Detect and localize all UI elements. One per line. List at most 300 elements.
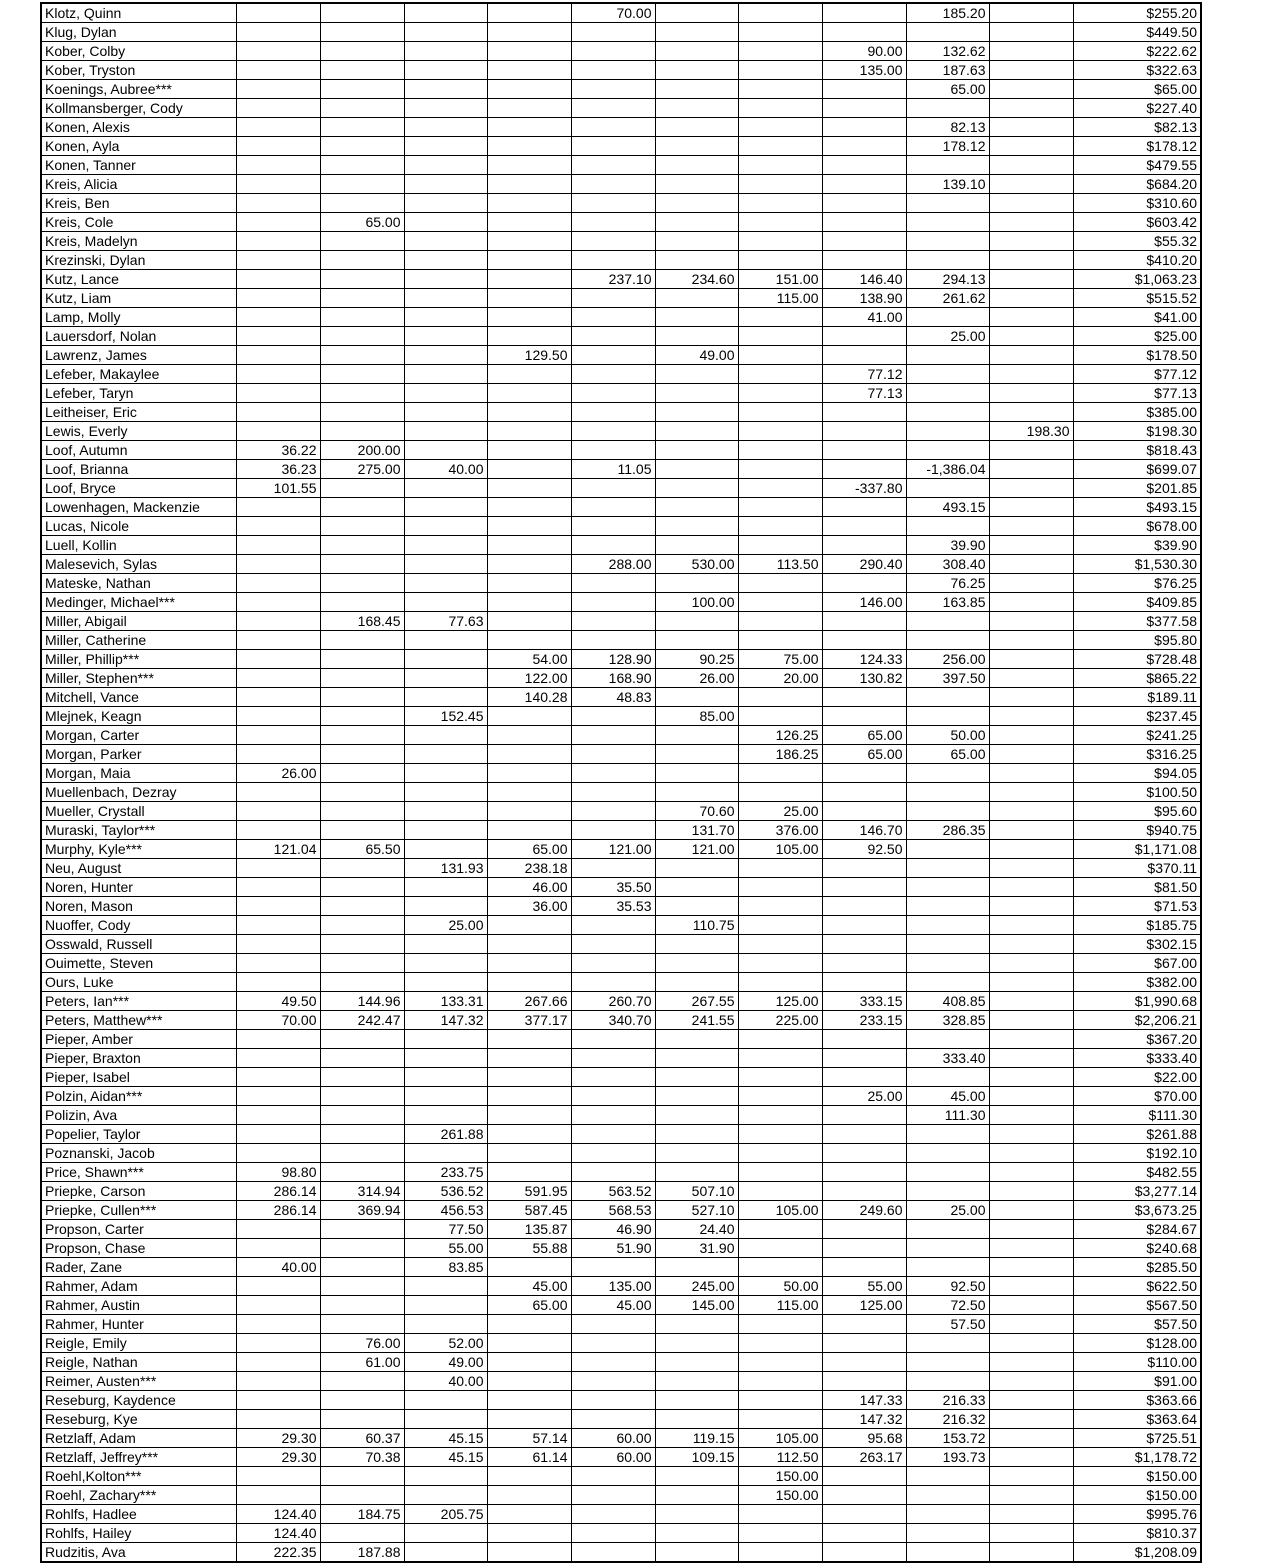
amount-cell — [989, 840, 1073, 859]
amount-cell — [236, 1144, 320, 1163]
amount-cell — [738, 308, 822, 327]
table-row — [41, 175, 1201, 194]
amount-cell — [655, 1049, 738, 1068]
amount-cell — [906, 346, 989, 365]
amount-cell: 50.00 — [906, 726, 989, 745]
amount-cell — [404, 1277, 487, 1296]
amount-cell — [320, 1524, 404, 1543]
amount-cell — [320, 916, 404, 935]
amount-cell: 144.96 — [320, 992, 404, 1011]
amount-cell — [906, 99, 989, 118]
amount-cell: 530.00 — [655, 555, 738, 574]
amount-cell: 256.00 — [906, 650, 989, 669]
amount-cell: 245.00 — [655, 1277, 738, 1296]
total-cell: $41.00 — [1073, 308, 1201, 327]
table-row — [41, 555, 1201, 574]
table-row — [41, 251, 1201, 270]
amount-cell — [404, 973, 487, 992]
amount-cell — [571, 574, 655, 593]
amount-cell — [571, 802, 655, 821]
amount-cell — [236, 213, 320, 232]
amount-cell: 29.30 — [236, 1429, 320, 1448]
table-row — [41, 460, 1201, 479]
amount-cell — [989, 935, 1073, 954]
amount-cell — [738, 783, 822, 802]
amount-cell — [822, 1543, 906, 1563]
amount-cell — [487, 1258, 571, 1277]
name-cell: Morgan, Maia — [41, 764, 236, 783]
amount-cell — [655, 1068, 738, 1087]
amount-cell — [906, 859, 989, 878]
name-cell: Morgan, Parker — [41, 745, 236, 764]
amount-cell — [487, 612, 571, 631]
amount-cell — [571, 327, 655, 346]
amount-cell — [236, 593, 320, 612]
amount-cell — [236, 954, 320, 973]
amount-cell — [404, 498, 487, 517]
table-row — [41, 574, 1201, 593]
amount-cell — [236, 1125, 320, 1144]
amount-cell — [487, 593, 571, 612]
amount-cell — [487, 99, 571, 118]
amount-cell: 112.50 — [738, 1448, 822, 1467]
amount-cell — [236, 517, 320, 536]
table-row — [41, 1049, 1201, 1068]
name-cell: Pieper, Amber — [41, 1030, 236, 1049]
amount-cell — [822, 213, 906, 232]
amount-cell — [989, 1049, 1073, 1068]
total-cell: $310.60 — [1073, 194, 1201, 213]
amount-cell — [738, 1543, 822, 1563]
amount-cell: 238.18 — [487, 859, 571, 878]
amount-cell — [822, 346, 906, 365]
amount-cell — [320, 1239, 404, 1258]
table-row — [41, 384, 1201, 403]
amount-cell — [989, 1486, 1073, 1505]
name-cell: Lefeber, Taryn — [41, 384, 236, 403]
total-cell: $227.40 — [1073, 99, 1201, 118]
amount-cell — [822, 194, 906, 213]
amount-cell — [655, 1410, 738, 1429]
name-cell: Price, Shawn*** — [41, 1163, 236, 1182]
amount-cell — [487, 308, 571, 327]
name-cell: Miller, Catherine — [41, 631, 236, 650]
amount-cell — [738, 1315, 822, 1334]
amount-cell: 130.82 — [822, 669, 906, 688]
amount-cell — [822, 137, 906, 156]
table-row — [41, 1505, 1201, 1524]
amount-cell — [487, 498, 571, 517]
total-cell: $222.62 — [1073, 42, 1201, 61]
name-cell: Rahmer, Austin — [41, 1296, 236, 1315]
table-row — [41, 213, 1201, 232]
amount-cell — [404, 403, 487, 422]
name-cell: Reimer, Austen*** — [41, 1372, 236, 1391]
amount-cell: 76.00 — [320, 1334, 404, 1353]
amount-cell — [738, 764, 822, 783]
amount-cell: 140.28 — [487, 688, 571, 707]
amount-cell — [989, 1239, 1073, 1258]
amount-cell — [320, 878, 404, 897]
amount-cell — [571, 137, 655, 156]
name-cell: Loof, Autumn — [41, 441, 236, 460]
amount-cell — [571, 593, 655, 612]
amount-cell — [906, 783, 989, 802]
amount-cell: 92.50 — [906, 1277, 989, 1296]
amount-cell — [655, 536, 738, 555]
amount-cell: 147.32 — [822, 1410, 906, 1429]
amount-cell — [487, 536, 571, 555]
name-cell: Klug, Dylan — [41, 23, 236, 42]
amount-cell — [655, 1087, 738, 1106]
amount-cell — [989, 783, 1073, 802]
amount-cell — [989, 992, 1073, 1011]
amount-cell — [236, 821, 320, 840]
amount-cell — [320, 61, 404, 80]
total-cell: $95.60 — [1073, 802, 1201, 821]
table-row — [41, 726, 1201, 745]
total-cell: $1,990.68 — [1073, 992, 1201, 1011]
amount-cell — [738, 1087, 822, 1106]
amount-cell — [822, 3, 906, 23]
amount-cell — [655, 897, 738, 916]
amount-cell: 563.52 — [571, 1182, 655, 1201]
amount-cell — [236, 1391, 320, 1410]
total-cell: $725.51 — [1073, 1429, 1201, 1448]
amount-cell — [989, 1068, 1073, 1087]
amount-cell — [571, 1391, 655, 1410]
amount-cell — [404, 631, 487, 650]
amount-cell — [822, 688, 906, 707]
amount-cell: 83.85 — [404, 1258, 487, 1277]
name-cell: Malesevich, Sylas — [41, 555, 236, 574]
amount-cell — [320, 327, 404, 346]
amount-cell — [487, 555, 571, 574]
amount-cell: 198.30 — [989, 422, 1073, 441]
amount-cell — [989, 954, 1073, 973]
amount-cell — [822, 878, 906, 897]
name-cell: Mateske, Nathan — [41, 574, 236, 593]
amount-cell: 151.00 — [738, 270, 822, 289]
amount-cell: 26.00 — [236, 764, 320, 783]
name-cell: Rohlfs, Hailey — [41, 1524, 236, 1543]
table-row — [41, 289, 1201, 308]
table-row — [41, 1258, 1201, 1277]
amount-cell — [989, 1353, 1073, 1372]
amount-cell — [404, 574, 487, 593]
name-cell: Mueller, Crystall — [41, 802, 236, 821]
amount-cell: 60.37 — [320, 1429, 404, 1448]
amount-cell: 168.90 — [571, 669, 655, 688]
amount-cell: 49.00 — [655, 346, 738, 365]
amount-cell — [655, 954, 738, 973]
amount-cell — [738, 365, 822, 384]
amount-cell — [655, 460, 738, 479]
amount-cell — [655, 308, 738, 327]
amount-cell — [404, 346, 487, 365]
table-row — [41, 878, 1201, 897]
amount-cell — [236, 935, 320, 954]
amount-cell — [738, 1144, 822, 1163]
amount-cell — [320, 1296, 404, 1315]
amount-cell — [571, 1125, 655, 1144]
amount-cell — [404, 232, 487, 251]
amount-cell — [655, 1372, 738, 1391]
amount-cell — [822, 783, 906, 802]
amount-cell — [738, 1391, 822, 1410]
total-cell: $699.07 — [1073, 460, 1201, 479]
amount-cell — [989, 1106, 1073, 1125]
total-cell: $410.20 — [1073, 251, 1201, 270]
amount-cell — [236, 916, 320, 935]
amount-cell — [989, 802, 1073, 821]
amount-cell — [989, 194, 1073, 213]
name-cell: Konen, Alexis — [41, 118, 236, 137]
amount-cell — [487, 289, 571, 308]
amount-cell — [989, 441, 1073, 460]
amount-cell — [236, 669, 320, 688]
amount-cell — [320, 80, 404, 99]
amount-cell — [404, 270, 487, 289]
amount-cell — [571, 707, 655, 726]
amount-cell — [236, 23, 320, 42]
amount-cell — [822, 1258, 906, 1277]
amount-cell: 41.00 — [822, 308, 906, 327]
amount-cell — [487, 1049, 571, 1068]
amount-cell — [236, 1106, 320, 1125]
amount-cell — [655, 156, 738, 175]
amount-cell — [655, 1467, 738, 1486]
amount-cell — [989, 327, 1073, 346]
total-cell: $493.15 — [1073, 498, 1201, 517]
amount-cell — [571, 612, 655, 631]
total-cell: $65.00 — [1073, 80, 1201, 99]
total-cell: $382.00 — [1073, 973, 1201, 992]
amount-cell: 20.00 — [738, 669, 822, 688]
amount-cell — [738, 460, 822, 479]
table-row — [41, 669, 1201, 688]
amount-cell — [404, 118, 487, 137]
table-row — [41, 1410, 1201, 1429]
amount-cell: 70.60 — [655, 802, 738, 821]
amount-cell — [320, 118, 404, 137]
amount-cell — [404, 23, 487, 42]
amount-cell — [487, 137, 571, 156]
amount-cell: 45.00 — [571, 1296, 655, 1315]
total-cell: $77.12 — [1073, 365, 1201, 384]
table-row — [41, 1239, 1201, 1258]
amount-cell — [906, 384, 989, 403]
ledger-body — [41, 3, 1201, 1562]
total-cell: $3,277.14 — [1073, 1182, 1201, 1201]
amount-cell: 60.00 — [571, 1448, 655, 1467]
amount-cell — [655, 80, 738, 99]
amount-cell — [989, 403, 1073, 422]
amount-cell — [655, 878, 738, 897]
amount-cell: 133.31 — [404, 992, 487, 1011]
total-cell: $128.00 — [1073, 1334, 1201, 1353]
amount-cell: 233.75 — [404, 1163, 487, 1182]
amount-cell: 51.90 — [571, 1239, 655, 1258]
name-cell: Pieper, Braxton — [41, 1049, 236, 1068]
amount-cell — [655, 745, 738, 764]
amount-cell — [487, 954, 571, 973]
amount-cell — [989, 175, 1073, 194]
amount-cell — [989, 916, 1073, 935]
amount-cell — [989, 365, 1073, 384]
amount-cell: 77.13 — [822, 384, 906, 403]
amount-cell: 591.95 — [487, 1182, 571, 1201]
name-cell: Konen, Tanner — [41, 156, 236, 175]
table-row — [41, 270, 1201, 289]
amount-cell: 397.50 — [906, 669, 989, 688]
amount-cell — [236, 384, 320, 403]
name-cell: Kreis, Cole — [41, 213, 236, 232]
name-cell: Loof, Brianna — [41, 460, 236, 479]
total-cell: $316.25 — [1073, 745, 1201, 764]
amount-cell — [989, 612, 1073, 631]
amount-cell: 45.00 — [906, 1087, 989, 1106]
amount-cell — [404, 726, 487, 745]
amount-cell — [822, 612, 906, 631]
amount-cell — [487, 726, 571, 745]
amount-cell — [320, 422, 404, 441]
amount-cell: 113.50 — [738, 555, 822, 574]
amount-cell: 286.14 — [236, 1182, 320, 1201]
amount-cell — [738, 517, 822, 536]
table-row — [41, 23, 1201, 42]
amount-cell — [655, 213, 738, 232]
name-cell: Retzlaff, Jeffrey*** — [41, 1448, 236, 1467]
table-row — [41, 1106, 1201, 1125]
amount-cell — [320, 137, 404, 156]
amount-cell — [571, 1467, 655, 1486]
amount-cell — [236, 365, 320, 384]
name-cell: Lauersdorf, Nolan — [41, 327, 236, 346]
amount-cell — [655, 1125, 738, 1144]
amount-cell: 186.25 — [738, 745, 822, 764]
amount-cell — [906, 1163, 989, 1182]
amount-cell — [571, 61, 655, 80]
amount-cell — [404, 878, 487, 897]
amount-cell: 132.62 — [906, 42, 989, 61]
amount-cell: 152.45 — [404, 707, 487, 726]
amount-cell — [571, 1087, 655, 1106]
name-cell: Ours, Luke — [41, 973, 236, 992]
amount-cell — [738, 346, 822, 365]
amount-cell — [906, 802, 989, 821]
amount-cell — [822, 23, 906, 42]
amount-cell — [655, 365, 738, 384]
amount-cell — [236, 137, 320, 156]
amount-cell — [571, 213, 655, 232]
amount-cell — [571, 1543, 655, 1563]
amount-cell — [236, 555, 320, 574]
amount-cell — [989, 1125, 1073, 1144]
amount-cell — [236, 1220, 320, 1239]
amount-cell — [236, 194, 320, 213]
amount-cell — [738, 1106, 822, 1125]
amount-cell — [487, 764, 571, 783]
amount-cell — [320, 897, 404, 916]
name-cell: Poznanski, Jacob — [41, 1144, 236, 1163]
amount-cell — [655, 631, 738, 650]
amount-cell — [738, 897, 822, 916]
name-cell: Miller, Stephen*** — [41, 669, 236, 688]
amount-cell — [989, 1372, 1073, 1391]
amount-cell — [738, 156, 822, 175]
amount-cell — [320, 308, 404, 327]
amount-cell — [404, 1049, 487, 1068]
amount-cell: 314.94 — [320, 1182, 404, 1201]
amount-cell — [906, 365, 989, 384]
amount-cell — [655, 1258, 738, 1277]
amount-cell — [822, 1068, 906, 1087]
amount-cell — [404, 593, 487, 612]
amount-cell — [404, 1296, 487, 1315]
amount-cell — [571, 745, 655, 764]
amount-cell — [404, 479, 487, 498]
amount-cell — [487, 1505, 571, 1524]
amount-cell: 50.00 — [738, 1277, 822, 1296]
amount-cell — [822, 859, 906, 878]
table-row — [41, 745, 1201, 764]
total-cell: $363.66 — [1073, 1391, 1201, 1410]
amount-cell — [487, 80, 571, 99]
total-cell: $449.50 — [1073, 23, 1201, 42]
table-row — [41, 422, 1201, 441]
amount-cell: 237.10 — [571, 270, 655, 289]
amount-cell — [236, 3, 320, 23]
amount-cell — [404, 688, 487, 707]
name-cell: Propson, Carter — [41, 1220, 236, 1239]
ledger-table — [40, 2, 1202, 1563]
amount-cell — [404, 80, 487, 99]
amount-cell: 242.47 — [320, 1011, 404, 1030]
amount-cell — [404, 213, 487, 232]
amount-cell — [571, 1505, 655, 1524]
table-row — [41, 1353, 1201, 1372]
amount-cell — [404, 365, 487, 384]
amount-cell — [738, 479, 822, 498]
amount-cell: 25.00 — [822, 1087, 906, 1106]
total-cell: $55.32 — [1073, 232, 1201, 251]
table-row — [41, 1087, 1201, 1106]
amount-cell — [738, 175, 822, 194]
amount-cell: 77.50 — [404, 1220, 487, 1239]
amount-cell — [404, 422, 487, 441]
amount-cell — [487, 61, 571, 80]
total-cell: $39.90 — [1073, 536, 1201, 555]
amount-cell — [236, 878, 320, 897]
total-cell: $3,673.25 — [1073, 1201, 1201, 1220]
amount-cell: 25.00 — [906, 1201, 989, 1220]
name-cell: Koenings, Aubree*** — [41, 80, 236, 99]
amount-cell — [236, 536, 320, 555]
name-cell: Kutz, Lance — [41, 270, 236, 289]
amount-cell — [236, 1334, 320, 1353]
name-cell: Luell, Kollin — [41, 536, 236, 555]
amount-cell — [989, 1144, 1073, 1163]
name-cell: Rahmer, Hunter — [41, 1315, 236, 1334]
amount-cell — [822, 935, 906, 954]
amount-cell: 65.00 — [487, 1296, 571, 1315]
amount-cell: 70.00 — [571, 3, 655, 23]
amount-cell — [487, 251, 571, 270]
total-cell: $479.55 — [1073, 156, 1201, 175]
amount-cell — [822, 1505, 906, 1524]
total-cell: $201.85 — [1073, 479, 1201, 498]
